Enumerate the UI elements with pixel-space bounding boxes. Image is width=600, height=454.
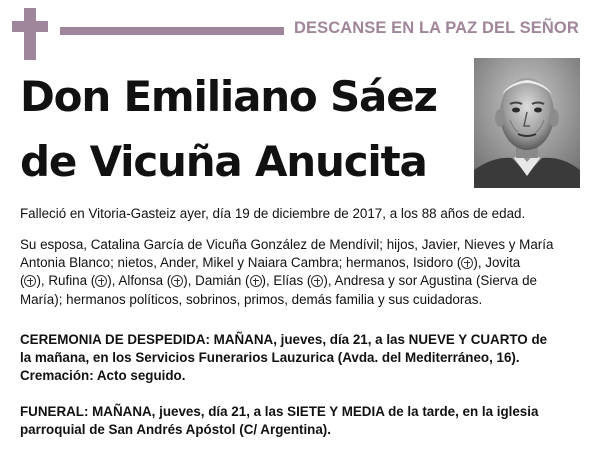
deceased-cross-icon	[24, 275, 36, 287]
deceased-cross-icon	[311, 275, 323, 287]
deceased-cross-icon	[461, 257, 473, 269]
death-announcement-text: Falleció en Vitoria-Gasteiz ayer, día 19 de diciembre de 2017, a los 88 años de edad.	[20, 206, 526, 221]
ceremony-line-2: la mañana, en los Servicios Funerarios Lauzurica (Avda. del Mediterráneo, 16).	[20, 350, 520, 366]
family-paragraph	[20, 236, 582, 309]
funeral-paragraph	[20, 403, 582, 439]
ceremony-paragraph	[20, 331, 582, 386]
ceremony-line-1: CEREMONIA DE DESPEDIDA: MAÑANA, jueves, día 21, a las NUEVE Y CUARTO de	[20, 332, 548, 347]
family-line-4: María); hermanos políticos, sobrinos, primos, demás familia y sus cuidadoras.	[20, 291, 483, 307]
ceremony-line-3: Cremación: Acto seguido.	[20, 368, 186, 384]
funeral-line-2: parroquial de San Andrés Apóstol (C/ Argentina).	[20, 422, 331, 438]
header-rule	[60, 27, 284, 35]
funeral-line-1: FUNERAL: MAÑANA, jueves, día 21, a las SIETE Y MEDIA de la tarde, en la iglesia	[20, 404, 539, 419]
deceased-cross-icon	[95, 275, 107, 287]
family-line-3: ( ), Rufina ( ), Alfonsa ( ), Damián ( ), Elías ( ), Andresa y sor Agustina (Sierva de	[20, 273, 537, 289]
deceased-name-line-1: Don Emiliano Sáez	[20, 72, 437, 121]
family-line-2: Antonia Blanco; nietos, Ander, Mikel y Naiara Cambra; hermanos, Isidoro ( ), Jovita	[20, 255, 521, 271]
family-line-1: Su esposa, Catalina García de Vicuña González de Mendívil; hijos, Javier, Nieves y María	[20, 237, 554, 252]
deceased-cross-icon	[250, 275, 262, 287]
death-announcement	[20, 205, 582, 223]
latin-cross-icon	[12, 8, 48, 60]
header-caption: DESCANSE EN LA PAZ DEL SEÑOR	[294, 19, 579, 37]
portrait-photo	[474, 58, 580, 188]
deceased-cross-icon	[171, 275, 183, 287]
deceased-name-line-2: de Vicuña Anucita	[20, 137, 427, 186]
